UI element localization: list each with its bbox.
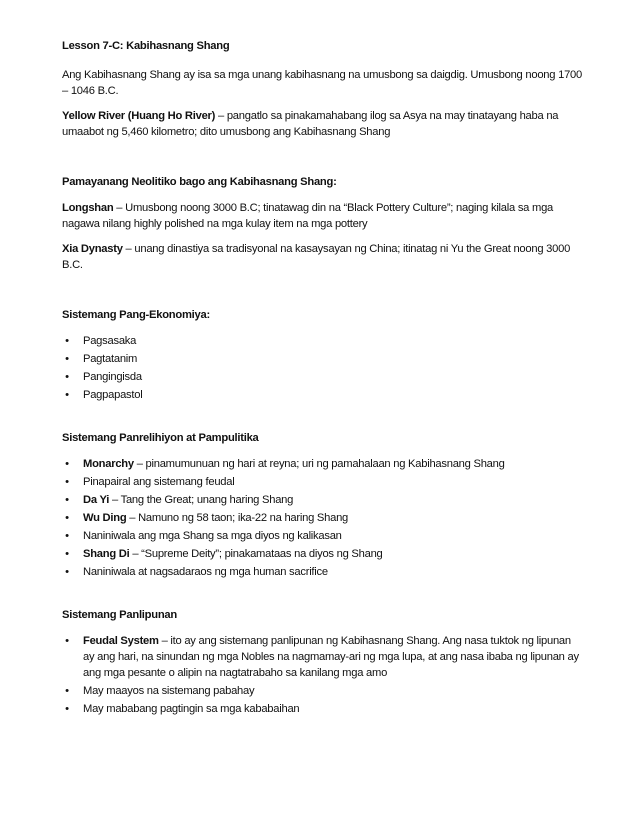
bullet-icon: • [65, 353, 69, 365]
list-item [62, 564, 582, 580]
panlipunan-heading: Sistemang Panlipunan [62, 609, 177, 621]
bullet-icon: • [65, 703, 69, 715]
list-item-text: Pagpapastol [83, 389, 143, 401]
ekonomiya-list [62, 333, 582, 403]
xia-text: – unang dinastiya sa tradisyonal na kasaysayan ng China; itinatag ni Yu the Great noong 3000 B.C. [62, 243, 571, 271]
yellow-river-text: – pangatlo sa pinakamahabang ilog sa Asya na may tinatayang haba na umaabot ng 5,460 kilometro; dito umusbong ang Kabihasnang Shang [62, 110, 559, 138]
list-item [62, 701, 582, 717]
intro-paragraph: Ang Kabihasnang Shang ay isa sa mga unang kabihasnang na umusbong sa daigdig. Umusbong noong 1700 – 1046 B.C. [62, 69, 582, 97]
list-item [62, 683, 582, 699]
yellow-river-term: Yellow River (Huang Ho River) [62, 110, 216, 122]
ekonomiya-heading: Sistemang Pang-Ekonomiya: [62, 309, 210, 321]
longshan-paragraph [62, 200, 582, 232]
list-item [62, 528, 582, 544]
bullet-icon: • [65, 335, 69, 347]
list-item-text: May maayos na sistemang pabahay [83, 685, 255, 697]
list-item [62, 510, 582, 526]
bullet-icon: • [65, 635, 69, 647]
list-item [62, 492, 582, 508]
list-item [62, 633, 582, 681]
bullet-icon: • [65, 389, 69, 401]
list-item-text: Pagsasaka [83, 335, 137, 347]
list-item-text: Naniniwala ang mga Shang sa mga diyos ng kalikasan [83, 530, 342, 542]
bullet-icon: • [65, 494, 69, 506]
list-item-term: Feudal System [83, 635, 159, 647]
panrelihiyon-heading: Sistemang Panrelihiyon at Pampulitika [62, 432, 259, 444]
longshan-term: Longshan [62, 202, 114, 214]
bullet-icon: • [65, 371, 69, 383]
list-item-text: – Tang the Great; unang haring Shang [109, 494, 294, 506]
list-item-term: Monarchy [83, 458, 134, 470]
list-item [62, 474, 582, 490]
xia-term: Xia Dynasty [62, 243, 123, 255]
list-item-text: May mababang pagtingin sa mga kababaihan [83, 703, 300, 715]
panrelihiyon-list [62, 456, 582, 580]
panlipunan-list [62, 633, 582, 717]
list-item-text: Pagtatanim [83, 353, 138, 365]
list-item-term: Shang Di [83, 548, 130, 560]
xia-paragraph [62, 241, 582, 273]
bullet-icon: • [65, 476, 69, 488]
yellow-river-paragraph [62, 108, 582, 140]
list-item-term: Da Yi [83, 494, 110, 506]
list-item-text: Naniniwala at nagsadaraos ng mga human sacrifice [83, 566, 328, 578]
lesson-title: Lesson 7-C: Kabihasnang Shang [62, 40, 230, 52]
list-item-text: Pangingisda [83, 371, 142, 383]
list-item [62, 387, 582, 403]
list-item-term: Wu Ding [83, 512, 127, 524]
list-item-text: – Namuno ng 58 taon; ika-22 na haring Shang [126, 512, 349, 524]
list-item [62, 351, 582, 367]
list-item-text: Pinapairal ang sistemang feudal [83, 476, 235, 488]
bullet-icon: • [65, 566, 69, 578]
bullet-icon: • [65, 530, 69, 542]
neolitiko-heading: Pamayanang Neolitiko bago ang Kabihasnang Shang: [62, 176, 337, 188]
list-item [62, 456, 582, 472]
list-item-text: – ito ay ang sistemang panlipunan ng Kabihasnang Shang. Ang nasa tuktok ng lipunan ay ang hari, na sinundan ng mga Nobles na nagmamay-ari ng mga lupa, at ang nasa ibaba ng lipunan ay ang mga pesante o alipin na nagtatrabaho sa kanilang mga amo [83, 635, 579, 679]
bullet-icon: • [65, 512, 69, 524]
bullet-icon: • [65, 548, 69, 560]
list-item [62, 333, 582, 349]
bullet-icon: • [65, 685, 69, 697]
list-item [62, 369, 582, 385]
bullet-icon: • [65, 458, 69, 470]
list-item [62, 546, 582, 562]
list-item-text: – “Supreme Deity”; pinakamataas na diyos ng Shang [129, 548, 383, 560]
document-page [62, 38, 582, 719]
list-item-text: – pinamumunuan ng hari at reyna; uri ng pamahalaan ng Kabihasnang Shang [133, 458, 505, 470]
longshan-text: – Umusbong noong 3000 B.C; tinatawag din na “Black Pottery Culture”; naging kilala sa mga nagawa nilang highly polished na mga kulay item na mga pottery [62, 202, 554, 230]
